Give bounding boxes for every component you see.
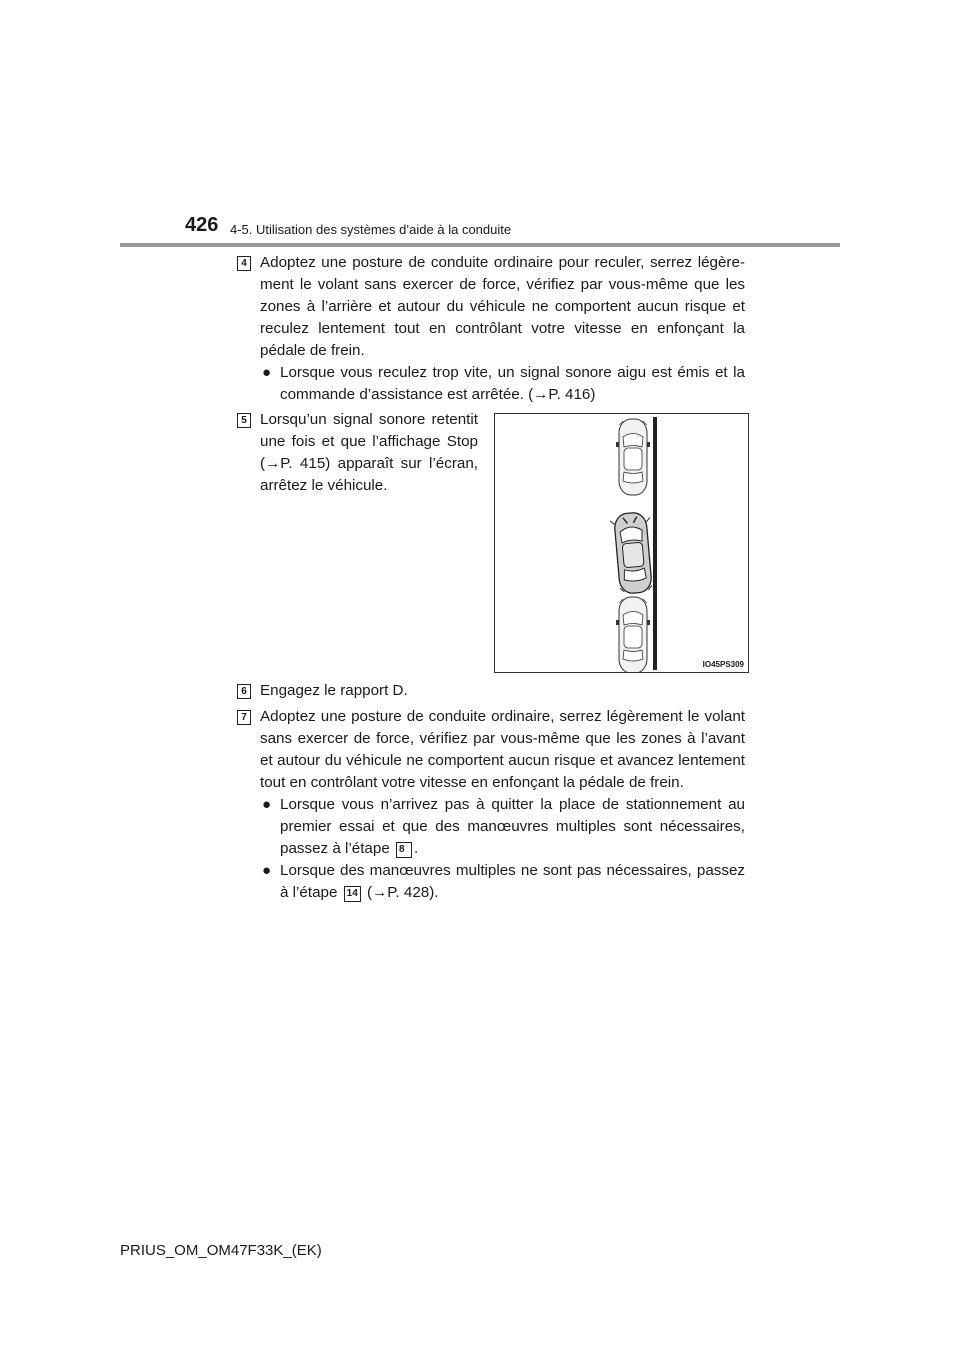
step-7-text: Adoptez une posture de conduite ordinaire, serrez légèrement le volant sans exercer de force, vérifiez par vous-même que les zones à l’avant et autour du véhicule ne comportent aucun risque et avancez lentement tout en contrôlant votre vitesse en enfonçant la pédale de frein. [260, 708, 745, 791]
step-badge-4: 4 [237, 256, 251, 271]
step-ref-8: 8 [396, 842, 412, 858]
bullet-icon: ● [262, 862, 272, 879]
step-7-bullet-2-end: (→P. 428). [367, 884, 439, 901]
step-4-bullet: Lorsque vous reculez trop vite, un signal sonore aigu est émis et la commande d’assistance est arrêtée. (→P. 416) [280, 364, 745, 403]
parking-diagram [494, 413, 749, 673]
step-7-bullet-2 [280, 860, 745, 904]
bullet-icon: ● [262, 364, 272, 381]
step-ref-14: 14 [344, 886, 361, 902]
step-7-bullet-1 [280, 794, 745, 860]
parking-diagram-svg [495, 414, 748, 672]
bullet-icon: ● [262, 796, 272, 813]
step-badge-5: 5 [237, 413, 251, 428]
own-car [610, 511, 657, 594]
page-number: 426 [185, 214, 219, 236]
footer-doc-id: PRIUS_OM_OM47F33K_(EK) [120, 1242, 322, 1259]
parked-car-rear [616, 597, 650, 672]
figure-code: IO45PS309 [702, 660, 744, 669]
step-7-bullet-2-text: Lorsque des manœuvres multiples ne sont pas nécessaires, passez à l’étape [280, 862, 745, 901]
step-6-text: Engagez le rapport D. [260, 682, 408, 699]
step-badge-7: 7 [237, 710, 251, 725]
step-5-text: Lorsqu’un signal sonore retentit une fois et que l’affichage Stop (→P. 415) apparaît sur l’écran, arrêtez le véhicule. [260, 411, 478, 494]
section-title: 4-5. Utilisation des systèmes d’aide à la conduite [230, 222, 512, 237]
header-rule [120, 243, 840, 247]
step-4-text: Adoptez une posture de conduite ordinaire pour reculer, serrez légère-ment le volant sans exercer de force, vérifiez par vous-même que les zones à l’arrière et autour du véhicule ne comportent aucun risque et reculez lentement tout en contrôlant votre vitesse en enfonçant la pédale de frein. [260, 254, 745, 359]
step-7-bullet-1-text: Lorsque vous n’arrivez pas à quitter la place de stationnement au premier essai et que des manœuvres multiples sont nécessaires, passez à l’étape [280, 796, 745, 857]
step-7-bullet-1-end: . [414, 840, 419, 857]
parked-car-front [616, 419, 650, 495]
step-badge-6: 6 [237, 684, 251, 699]
